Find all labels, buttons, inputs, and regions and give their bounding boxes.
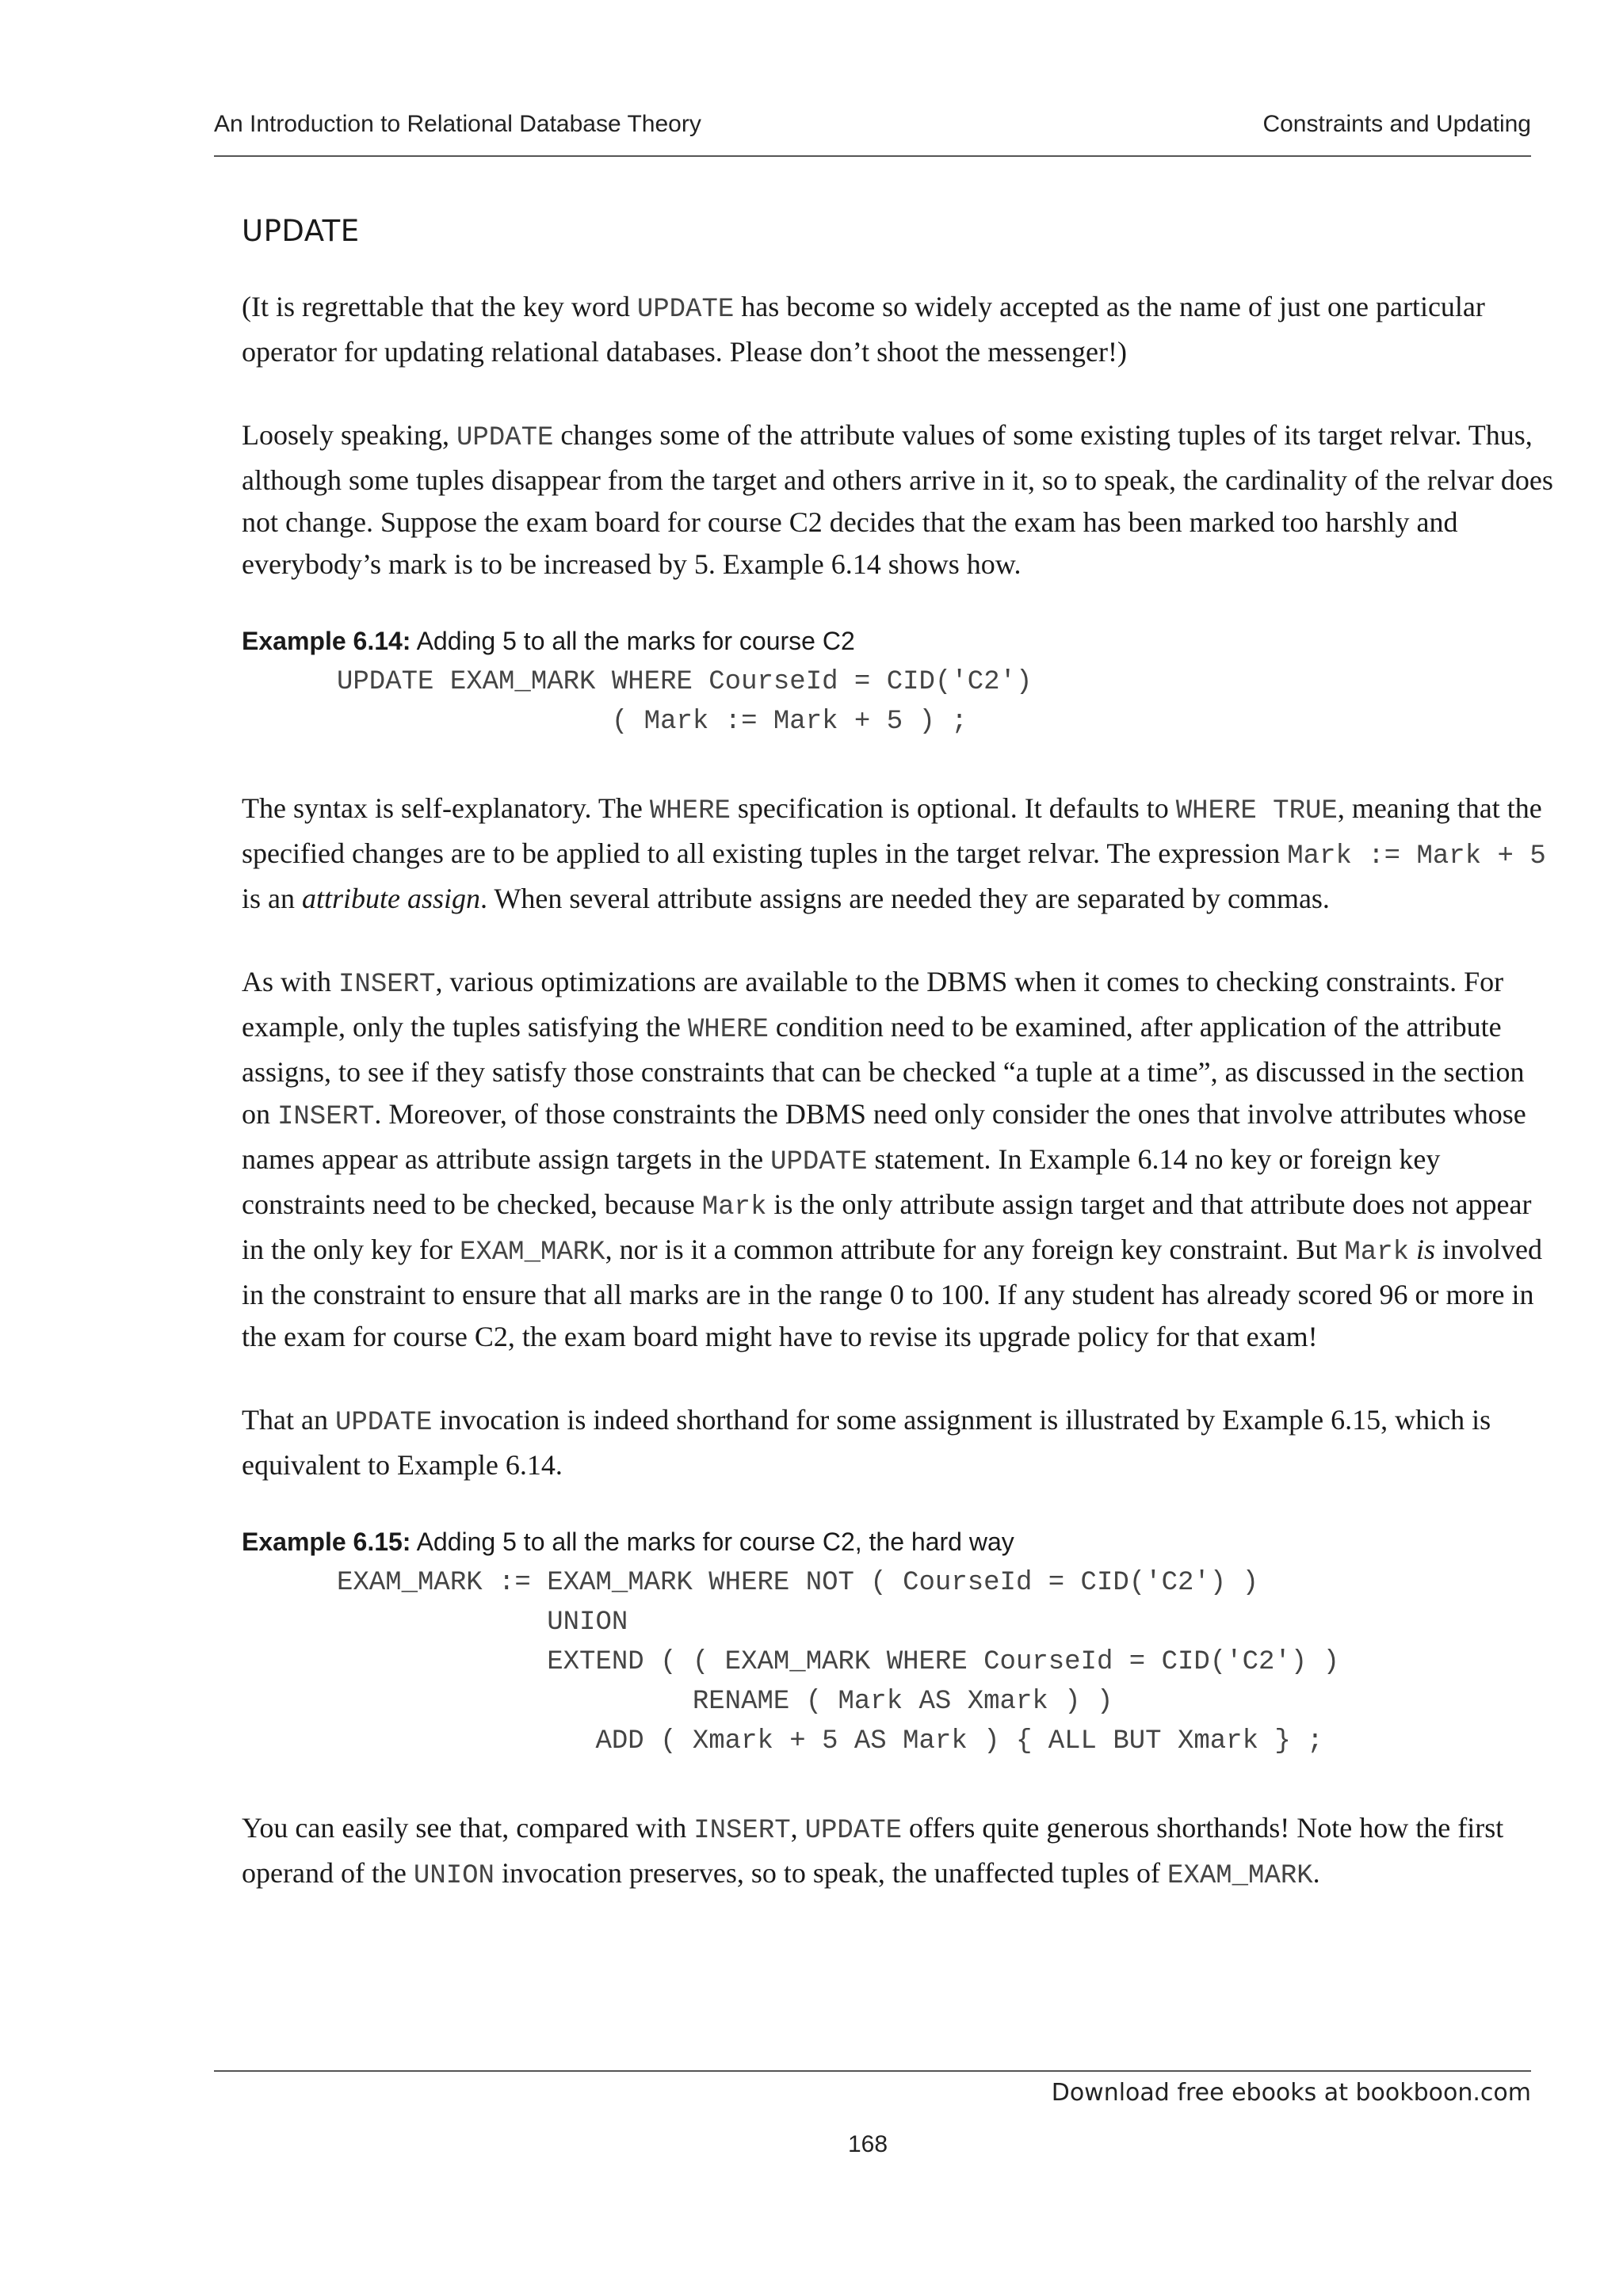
- inline-code: UPDATE: [456, 423, 554, 453]
- text-run: You can easily see that, compared with: [242, 1812, 694, 1844]
- inline-code: INSERT: [338, 970, 436, 1000]
- text-run: , meaning that the specified changes are to be applied to all existing tuples in the target relvar. The expression: [242, 792, 1542, 869]
- text-run: The syntax is self-explanatory. The: [242, 792, 650, 824]
- emphasis-text: is: [1416, 1234, 1436, 1265]
- inline-code: UPDATE: [334, 1408, 433, 1438]
- text-run: , various optimizations are available to the DBMS when it comes to checking constraints. For example, only the tuples satisfying the: [242, 966, 1504, 1043]
- inline-code: UPDATE: [804, 1816, 903, 1846]
- text-run: ,: [790, 1812, 805, 1844]
- text-run: statement. In Example 6.14 no key or foreign key constraints need to be checked, because: [242, 1143, 1441, 1220]
- text-run: condition need to be examined, after application of the attribute assigns, to see if they satisfy those constraints that can be checked “a tuple at a time”, as discussed in the section on: [242, 1011, 1525, 1130]
- text-run: [1409, 1234, 1416, 1265]
- paragraph-1: [242, 286, 1557, 373]
- inline-code: INSERT: [693, 1816, 791, 1846]
- inline-code: Mark := Mark + 5: [1287, 841, 1546, 871]
- inline-code: EXAM_MARK: [1167, 1861, 1313, 1891]
- example-6-15-caption: [242, 1527, 1557, 1557]
- example-6-14-code: UPDATE EXAM_MARK WHERE CourseId = CID('C2') ( Mark := Mark + 5 ) ;: [337, 667, 1033, 737]
- text-run: (It is regrettable that the key word: [242, 291, 637, 322]
- main-content: [242, 214, 1557, 1939]
- text-run: is an: [242, 883, 302, 914]
- paragraph-6: [242, 1807, 1557, 1897]
- text-run: involved in the constraint to ensure that all marks are in the range 0 to 100. If any student has already scored 96 or more in the exam for course C2, the exam board might have to revise its upgrade policy for that exam!: [242, 1234, 1543, 1352]
- inline-code: UNION: [413, 1861, 495, 1891]
- example-label: Example 6.15:: [242, 1527, 411, 1556]
- text-run: . Moreover, of those constraints the DBMS need only consider the ones that involve attributes whose names appear as attribute assign targets in the: [242, 1098, 1526, 1175]
- paragraph-4: [242, 961, 1557, 1358]
- text-run: specification is optional. It defaults to: [730, 792, 1176, 824]
- paragraph-2: [242, 414, 1557, 585]
- chapter-title: Constraints and Updating: [1262, 111, 1531, 137]
- book-title: An Introduction to Relational Database Theory: [214, 111, 701, 137]
- inline-code: UPDATE: [636, 295, 735, 325]
- example-label: Example 6.14:: [242, 627, 411, 655]
- text-run: That an: [242, 1404, 335, 1436]
- example-caption-text: Adding 5 to all the marks for course C2: [411, 627, 855, 655]
- text-run: . When several attribute assigns are needed they are separated by commas.: [480, 883, 1330, 914]
- text-run: changes some of the attribute values of some existing tuples of its target relvar. Thus, although some tuples disappear from the target and others arrive in it, so to speak, the cardinality of the relvar does not change. Suppose the exam board for course C2 decides that the exam has been marked too harshly and everybody’s mark is to be increased by 5. Example 6.14 shows how.: [242, 419, 1553, 580]
- example-caption-text: Adding 5 to all the marks for course C2, the hard way: [411, 1527, 1014, 1556]
- section-heading: UPDATE: [242, 214, 360, 248]
- text-run: invocation preserves, so to speak, the unaffected tuples of: [494, 1857, 1168, 1889]
- example-6-15-code: EXAM_MARK := EXAM_MARK WHERE NOT ( CourseId = CID('C2') ) UNION EXTEND ( ( EXAM_MARK WHERE CourseId = CID('C2') ) RENAME ( Mark AS Xmark ) ) ADD ( Xmark + 5 AS Mark ) { ALL BUT Xmark } ;: [337, 1568, 1340, 1756]
- inline-code: Mark: [1344, 1238, 1410, 1268]
- text-run: is the only attribute assign target and that attribute does not appear in the only key for: [242, 1188, 1532, 1265]
- running-header: [214, 111, 1531, 157]
- paragraph-5: [242, 1399, 1557, 1486]
- paragraph-3: [242, 788, 1557, 920]
- bookboon-download-link[interactable]: Download free ebooks at bookboon.com: [1051, 2079, 1531, 2107]
- page-number: 168: [847, 2131, 888, 2157]
- example-6-14-caption: [242, 627, 1557, 656]
- inline-code: EXAM_MARK: [459, 1238, 605, 1268]
- text-run: invocation is indeed shorthand for some assignment is illustrated by Example 6.15, which is equivalent to Example 6.14.: [242, 1404, 1491, 1481]
- text-run: Loosely speaking,: [242, 419, 456, 451]
- emphasis-text: attribute assign: [302, 883, 481, 914]
- text-run: has become so widely accepted as the name of just one particular operator for updating relational databases. Please don’t shoot the messenger!): [242, 291, 1485, 368]
- footer-divider: [214, 2070, 1531, 2072]
- inline-code: WHERE: [649, 796, 731, 826]
- text-run: .: [1312, 1857, 1320, 1889]
- text-run: , nor is it a common attribute for any foreign key constraint. But: [605, 1234, 1345, 1265]
- text-run: offers quite generous shorthands! Note how the first operand of the: [242, 1812, 1504, 1889]
- inline-code: WHERE TRUE: [1175, 796, 1338, 826]
- inline-code: Mark: [701, 1192, 767, 1222]
- inline-code: WHERE: [687, 1015, 769, 1045]
- text-run: As with: [242, 966, 339, 997]
- inline-code: INSERT: [277, 1102, 375, 1132]
- inline-code: UPDATE: [770, 1147, 868, 1177]
